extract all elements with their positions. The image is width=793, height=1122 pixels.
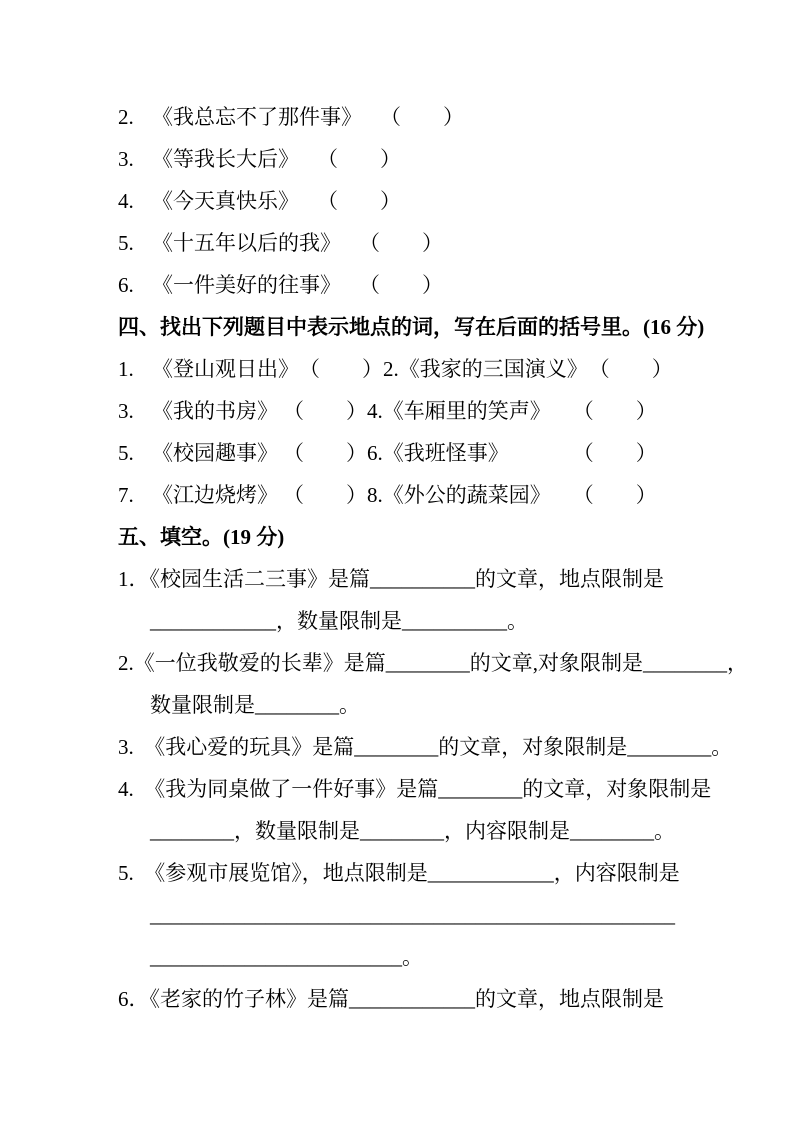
answer-brackets: （ ） xyxy=(572,483,657,507)
question-cell xyxy=(118,390,367,432)
item-title: 《今天真快乐》 xyxy=(152,189,299,213)
item-title: 《等我长大后》 xyxy=(152,147,299,171)
item-title: 《登山观日出》 xyxy=(152,357,299,381)
section-five-heading: 五、填空。(19 分) xyxy=(118,525,285,549)
item-title: 《校园趣事》 xyxy=(152,441,278,465)
question-cell xyxy=(118,348,383,390)
item-number: 4. xyxy=(118,189,134,213)
answer-brackets: （ ） xyxy=(317,147,401,171)
item-number: 6. xyxy=(118,273,134,297)
question-cell xyxy=(383,348,673,390)
fill-blank-line: 5. 《参观市展览馆》，地点限制是____________，内容限制是 xyxy=(118,861,680,885)
item-title: 《一件美好的往事》 xyxy=(152,273,341,297)
fill-blank-line: 数量限制是________。 xyxy=(150,693,360,717)
item-number: 3. xyxy=(118,147,134,171)
answer-brackets: （ ） xyxy=(283,483,367,507)
worksheet-content xyxy=(118,96,748,1020)
question-cell xyxy=(118,474,367,516)
fill-blank-line: 4. 《我为同桌做了一件好事》是篇________的文章，对象限制是 xyxy=(118,777,712,801)
question-cell xyxy=(367,390,657,432)
fill-blank-line: __________________________________________________ xyxy=(150,903,675,927)
question-cell xyxy=(367,474,657,516)
question-row xyxy=(118,432,684,474)
fill-blank-line: ________，数量限制是________，内容限制是________。 xyxy=(150,819,675,843)
item-number: 2. xyxy=(383,357,399,381)
title-item xyxy=(118,264,684,306)
item-title: 《外公的蔬菜园》 xyxy=(382,483,551,507)
item-title: 《十五年以后的我》 xyxy=(152,231,341,255)
fill-blank-line: 6．《老家的竹子林》是篇____________的文章，地点限制是 xyxy=(118,987,664,1011)
title-item xyxy=(118,222,684,264)
question-row xyxy=(118,348,684,390)
fill-blank-line: 1．《校园生活二三事》是篇__________的文章，地点限制是 xyxy=(118,567,664,591)
item-number: 5. xyxy=(118,441,134,465)
item-number: 8. xyxy=(367,483,383,507)
answer-brackets: （ ） xyxy=(572,399,657,423)
item-number: 1. xyxy=(118,357,134,381)
answer-brackets: （ ） xyxy=(283,399,367,423)
item-title: 《江边烧烤》 xyxy=(152,483,278,507)
item-number: 7. xyxy=(118,483,134,507)
fill-blank-line: ____________，数量限制是__________。 xyxy=(150,609,528,633)
answer-brackets: （ ） xyxy=(283,441,367,465)
title-item xyxy=(118,180,684,222)
answer-brackets: （ ） xyxy=(572,441,657,465)
answer-brackets: （ ） xyxy=(359,231,443,255)
section-four-heading: 四、找出下列题目中表示地点的词，写在后面的括号里。(16 分) xyxy=(118,315,705,339)
answer-brackets: （ ） xyxy=(299,357,383,381)
question-row xyxy=(118,474,684,516)
title-item xyxy=(118,96,684,138)
answer-brackets: （ ） xyxy=(588,357,673,381)
item-number: 4. xyxy=(367,399,383,423)
fill-blank-line: 2.《一位我敬爱的长辈》是篇________的文章,对象限制是________， xyxy=(118,651,748,675)
item-number: 5. xyxy=(118,231,134,255)
item-number: 3. xyxy=(118,399,134,423)
item-title: 《车厢里的笑声》 xyxy=(382,399,551,423)
fill-blank-line: 3. 《我心爱的玩具》是篇________的文章，对象限制是________。 xyxy=(118,735,733,759)
title-item xyxy=(118,138,684,180)
item-title: 《我的书房》 xyxy=(152,399,278,423)
answer-brackets: （ ） xyxy=(359,273,443,297)
item-title: 《我班怪事》 xyxy=(382,441,509,465)
item-number: 2. xyxy=(118,105,134,129)
question-cell xyxy=(118,432,367,474)
fill-blank-line: ________________________。 xyxy=(150,945,423,969)
item-number: 6. xyxy=(367,441,383,465)
question-row xyxy=(118,390,684,432)
answer-brackets: （ ） xyxy=(380,105,464,129)
question-cell xyxy=(367,432,657,474)
item-title: 《我总忘不了那件事》 xyxy=(152,105,362,129)
answer-brackets: （ ） xyxy=(317,189,401,213)
item-title: 《我家的三国演义》 xyxy=(398,357,588,381)
